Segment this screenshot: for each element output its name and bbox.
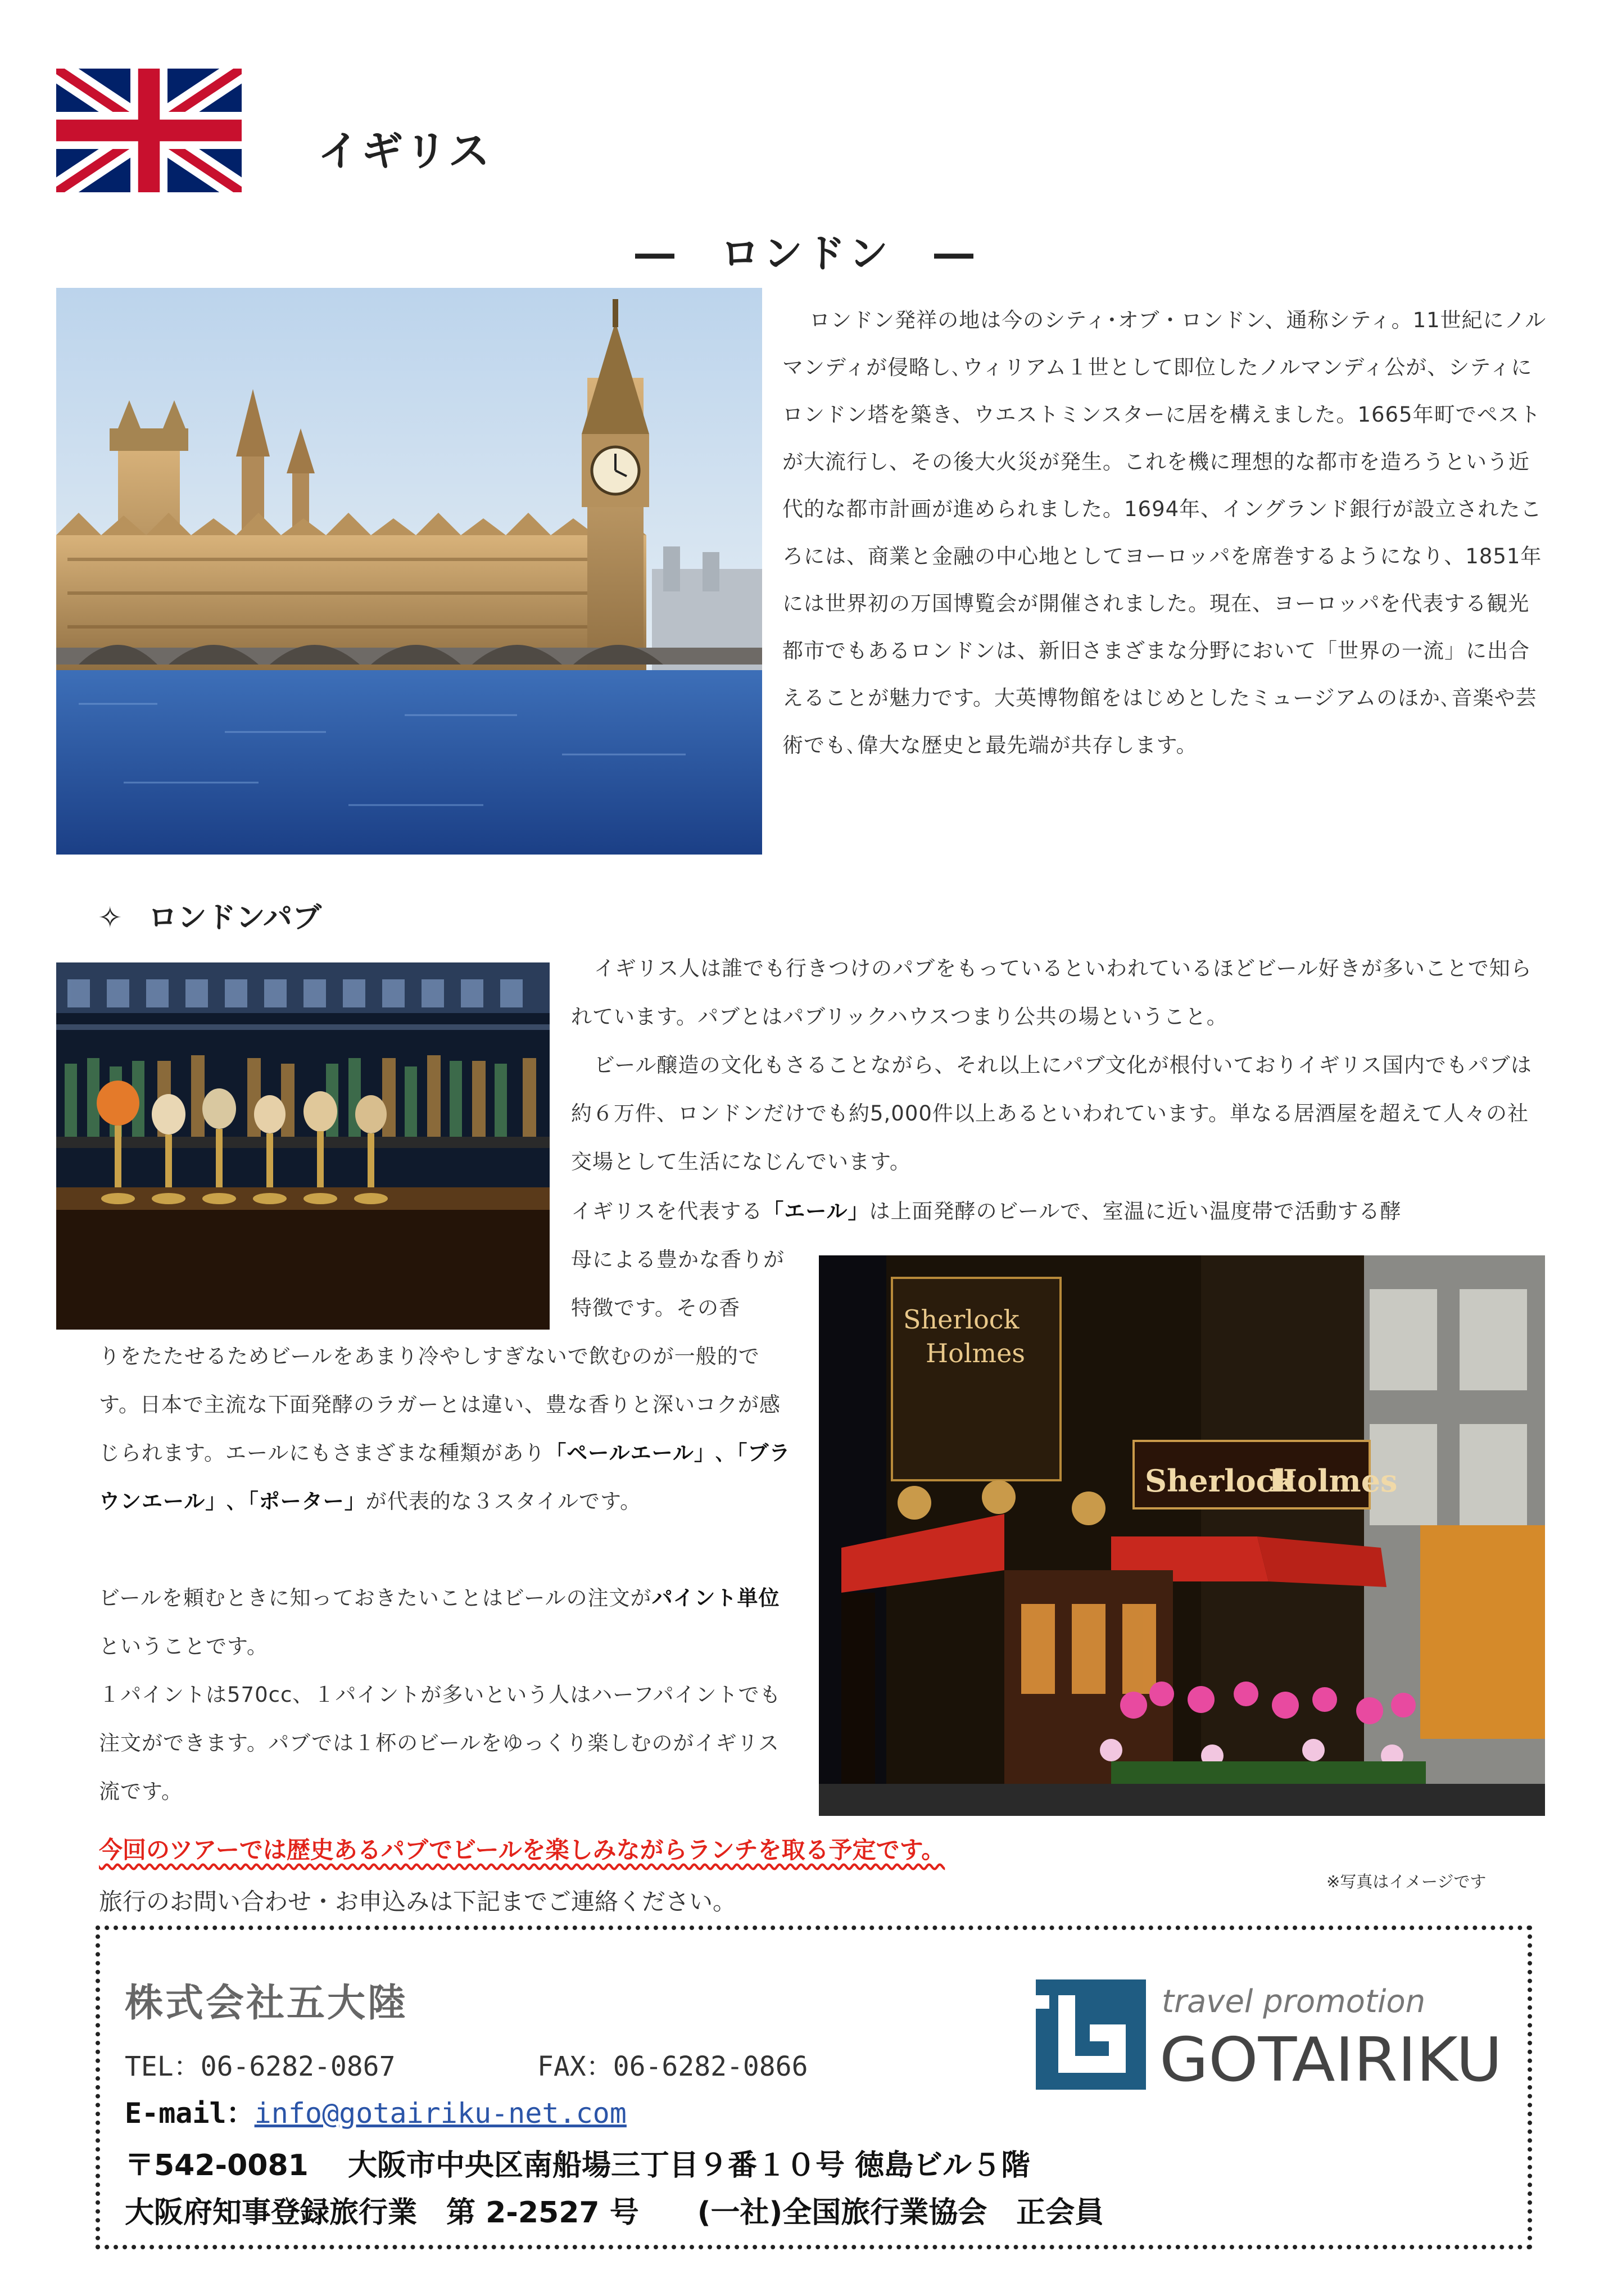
gotairiku-logo <box>1036 1963 1508 2096</box>
registration-info: 大阪府知事登録旅行業 第 2-2527 号 (一社)全国旅行業協会 正会員 <box>125 2196 1104 2230</box>
address: 〒542-0081 大阪市中央区南船場三丁目９番１０号 徳島ビル５階 <box>125 2149 1031 2182</box>
inquiry-text: 旅行のお問い合わせ・お申込みは下記までご連絡ください。 <box>99 1888 737 1915</box>
tel-number: TEL：06-6282-0867 <box>125 2051 396 2082</box>
pub-paragraph-2: ビール醸造の文化もさることながら、それ以上にパブ文化が根付いておりイギリス国内でもパブは約６万件、ロンドンだけでも約5,000件以上あるといわれています。単なる居酒屋を超えて人々の社交場として生活になじんでいます。 <box>571 1053 1532 1174</box>
pub-section-heading <box>98 894 321 936</box>
pub-bar-photo <box>56 962 550 1330</box>
holmes-sign-main: Holmes <box>1268 1463 1398 1499</box>
country-title: イギリス <box>318 127 492 175</box>
ale-term: 「エール」 <box>763 1199 869 1223</box>
pub-paragraph-ale <box>571 1187 1538 1236</box>
fax-number: FAX：06-6282-0866 <box>537 2051 808 2082</box>
pub-heading-label: ロンドンパブ <box>148 901 321 935</box>
tour-notice: 今回のツアーでは歴史あるパブでビールを楽しみながらランチを取る予定です。 <box>99 1836 945 1864</box>
contact-box <box>96 1926 1532 2249</box>
pub-paragraph-1: イギリス人は誰でも行きつけのパブをもっているといわれているほどビール好きが多いことで知られています。パブとはパブリックハウスつまり公共の場ということ。 <box>571 956 1532 1029</box>
pub-paragraph-pint-size: １パイントは570cc、１パイントが多いという人はハーフパイントでも注文ができます。パブでは１杯のビールをゆっくり楽しむのがイギリス流です。 <box>99 1683 781 1804</box>
pint-term: パイント単位 <box>651 1586 780 1610</box>
pint-intro: ビールを頼むときに知っておきたいことはビールの注文が <box>99 1586 652 1610</box>
photo-disclaimer: ※写真はイメージです <box>1326 1872 1487 1891</box>
city-title: ― ロンドン ― <box>635 230 977 277</box>
logo-tagline: travel promotion <box>1162 1983 1426 2020</box>
logo-name: GOTAIRIKU <box>1159 2025 1502 2095</box>
email-link[interactable]: info@gotairiku-net.com <box>254 2097 627 2130</box>
styles-intro: りをたたせるためビールをあまり冷やしすぎないで飲むのが一般的です。日本で主流な下面発酵のラガーとは違い、豊な香りと深いコクが感じられます。エールにもさまざまな種類があり <box>99 1344 781 1465</box>
london-parliament-photo <box>56 288 762 855</box>
ale-desc: は上面発酵のビールで、室温に近い温度帯で活動する酵 <box>869 1199 1402 1223</box>
sherlock-sign-main: Sherlock <box>1145 1463 1295 1499</box>
holmes-sign-top: Holmes <box>926 1338 1025 1368</box>
pub-paragraph-styles <box>99 1332 796 1526</box>
sherlock-holmes-pub-photo <box>819 1255 1545 1816</box>
email-row <box>125 2091 627 2131</box>
company-name: 株式会社五大陸 <box>125 1981 409 2026</box>
london-intro-text: ロンドン発祥の地は今のシティ･オブ・ロンドン、通称シティ。11世紀にノルマンディが侵略し､ウィリアム１世として即位したノルマンディ公が、シティにロンドン塔を築き、ウエストミンスターに居を構えました。1665年町でペストが大流行し、その後大火災が発生。これを機に理想的な都市を造ろうという近代的な都市計画が進められました。1694年、イングランド銀行が設立されたころには、商業と金融の中心地としてヨーロッパを席巻するようになり、1851年には世界初の万国博覧会が開催されました。現在、ヨーロッパを代表する観光都市でもあるロンドンは、新旧さまざまな分野において「世界の一流」に出合えることが魅力です。大英博物館をはじめとしたミュージアムのほか､音楽や芸術でも､偉大な歴史と最先端が共存します。 <box>782 308 1547 757</box>
pint-end: ということです。 <box>99 1634 269 1658</box>
pub-paragraph-ale-cont: 母による豊かな香りが特徴です。その香 <box>571 1248 785 1320</box>
pub-paragraph-pint <box>99 1574 796 1671</box>
styles-terms: 「ペールエール」､「ブラウンエール」､「ポーター」 <box>99 1441 791 1513</box>
ale-intro: イギリスを代表する <box>571 1199 763 1223</box>
union-jack-flag-icon <box>56 69 242 192</box>
styles-end: が代表的な３スタイルです。 <box>365 1489 642 1513</box>
sherlock-sign-top: Sherlock <box>903 1304 1020 1335</box>
email-label: E-mail： <box>125 2097 255 2130</box>
sparkle-icon: ✧ <box>98 901 123 935</box>
